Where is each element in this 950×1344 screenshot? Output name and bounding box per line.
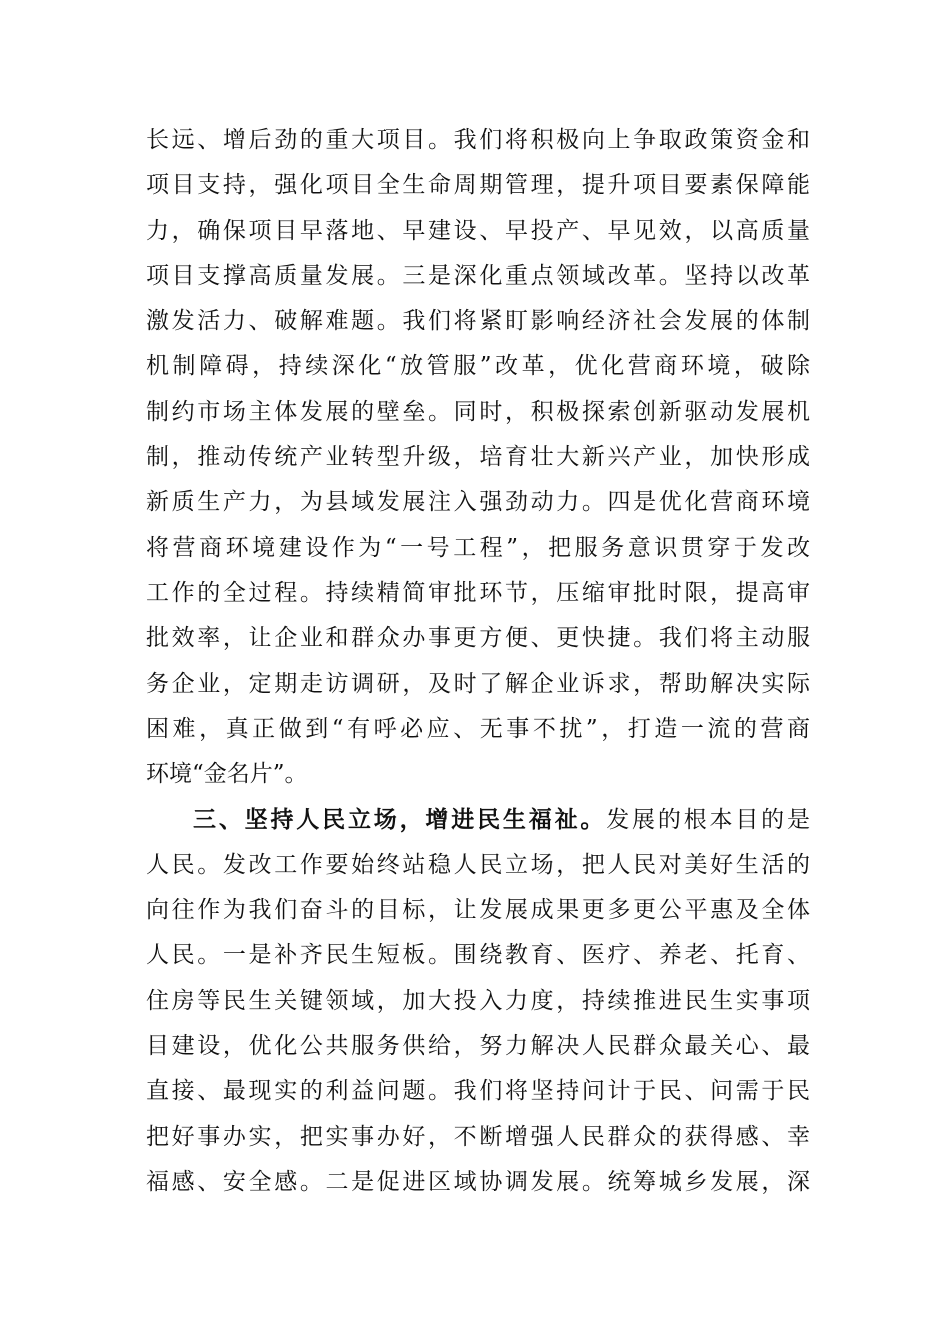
text-line: 项目支撑高质量发展。三是深化重点领域改革。坚持以改革 — [146, 262, 810, 289]
document-body — [146, 118, 810, 1205]
text-line: 机制障碍，持续深化“放管服”改革，优化营商环境，破除 — [146, 353, 810, 380]
text-line: 困难，真正做到“有呼必应、无事不扰”，打造一流的营商 — [146, 715, 810, 742]
text-line: 长远、增后劲的重大项目。我们将积极向上争取政策资金和 — [146, 127, 810, 153]
text-line: 直接、最现实的利益问题。我们将坚持问计于民、问需于民 — [146, 1078, 810, 1105]
text-line: 把好事办实，把实事办好，不断增强人民群众的获得感、幸 — [146, 1123, 810, 1150]
section-heading-continuation: 发展的根本目的是 — [606, 807, 810, 834]
text-line: 力，确保项目早落地、早建设、早投产、早见效，以高质量 — [146, 217, 810, 244]
text-line: 制，推动传统产业转型升级，培育壮大新兴产业，加快形成 — [146, 444, 810, 471]
text-line: 务企业，定期走访调研，及时了解企业诉求，帮助解决实际 — [146, 670, 810, 697]
text-line: 住房等民生关键领域，加大投入力度，持续推进民生实事项 — [146, 987, 810, 1014]
text-line: 福感、安全感。二是促进区域协调发展。统筹城乡发展，深 — [146, 1168, 810, 1195]
section-heading-line — [146, 797, 810, 842]
text-line: 制约市场主体发展的壁垒。同时，积极探索创新驱动发展机 — [146, 398, 810, 425]
text-line: 人民。一是补齐民生短板。围绕教育、医疗、养老、托育、 — [146, 942, 810, 969]
text-line: 激发活力、破解难题。我们将紧盯影响经济社会发展的体制 — [146, 308, 810, 335]
section-heading: 三、坚持人民立场，增进民生福祉。 — [193, 806, 607, 834]
text-line: 新质生产力，为县域发展注入强劲动力。四是优化营商环境 — [146, 489, 810, 516]
text-line: 将营商环境建设作为“一号工程”，把服务意识贯穿于发改 — [146, 534, 810, 561]
text-line: 工作的全过程。持续精简审批环节，压缩审批时限，提高审 — [146, 579, 810, 606]
text-line: 向往作为我们奋斗的目标，让发展成果更多更公平惠及全体 — [146, 897, 810, 924]
text-line: 环境“金名片”。 — [146, 761, 308, 788]
text-line: 人民。发改工作要始终站稳人民立场，把人民对美好生活的 — [146, 851, 810, 878]
text-line: 批效率，让企业和群众办事更方便、更快捷。我们将主动服 — [146, 625, 810, 652]
text-line: 项目支持，强化项目全生命周期管理，提升项目要素保障能 — [146, 172, 810, 199]
text-line: 目建设，优化公共服务供给，努力解决人民群众最关心、最 — [146, 1032, 810, 1059]
